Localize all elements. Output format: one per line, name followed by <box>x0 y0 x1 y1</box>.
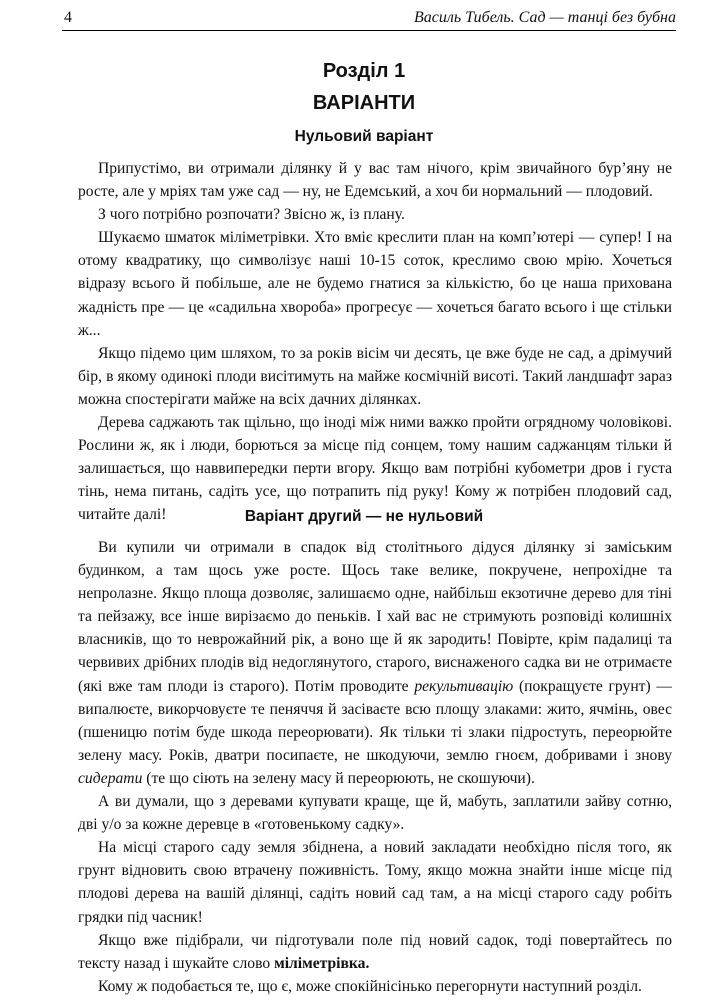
paragraph: Кому ж подобається те, що є, може спокійнісінько перегорнути наступний розділ. <box>98 977 642 995</box>
paragraph <box>78 536 672 790</box>
section-heading-zero-variant: Нульовий варіант <box>294 128 434 145</box>
section-heading-second-variant: Варіант другий — не нульовий <box>244 508 484 525</box>
paragraph: Припустімо, ви отримали ділянку й у вас там нічого, крім звичайного бур’яну не росте, але у мріях там уже сад — ну, не Едемський, а хоч би нормальний — плодовий. <box>78 160 672 201</box>
page-number: 4 <box>64 9 72 26</box>
chapter-title: ВАРІАНТИ <box>312 92 416 114</box>
keyword-millimeter-paper: міліметрівка. <box>274 954 370 972</box>
term-recultivation: рекультивацію <box>414 677 514 695</box>
paragraph-text: Якщо вже підібрали, чи підготували поле під новий садок, тоді повертайтесь по тексту назад і шукайте слово <box>78 931 672 972</box>
chapter-number: Розділ 1 <box>322 60 406 82</box>
paragraph: Якщо підемо цим шляхом, то за років вісім чи десять, це вже буде не сад, а дрімучий бір, в якому одинокі плоди висітимуть на майже космічній висоті. Такий ландшафт зараз можна спостерігати майже на всіх дачних ділянках. <box>78 344 672 408</box>
paragraph-text: (покращуєте грунт) — випалюєте, викорчовуєте те пеняччя й засіваєте всю площу злаками: жито, ячмінь, овес (пшеницю потім буде шкода переорювати). Як тільки ті злаки підростуть, переорюйте зелену масу. Років, дватри посипаєте, не шкодуючи, землю гноєм, добривами і знову <box>78 677 672 764</box>
running-header <box>62 4 676 31</box>
paragraph <box>78 929 672 975</box>
paragraph-text: Ви купили чи отримали в спадок від столітнього дідуся ділянку зі заміським будинком, а там щось уже росте. Щось таке велике, покручене, непрохідне та непролазне. Якщо площа дозволяє, залишаємо одне, найбільш екзотичне дерево для тіні та пейзажу, все інше вирізаємо до пеньків. І хай вас не стримують розповіді колишніх власників, що то неврожайний рік, а воно ще й як зародить! Повірте, крім падалиці та червивих дрібних плодів від недоглянутого, старого, виснаженого садка ви не отримаєте (які вже там плоди із старого). Потім проводите <box>78 539 672 695</box>
paragraph: Дерева саджають так щільно, що іноді між ними важко пройти огрядному чоловікові. Рослини ж, як і люди, борються за місце під сонцем, тому нашим саджанцям тільки й залишається, що наввипередки перти вгору. Якщо вам потрібні кубометри дров і густа тінь, нема питань, садіть усе, що потрапить під руку! Кому ж потрібен плодовий сад, читайте далі! <box>78 414 672 524</box>
running-title: Василь Тибель. Сад — танці без бубна <box>414 9 676 26</box>
term-siderates: сидерати <box>78 769 143 787</box>
section-second-variant-body <box>78 536 672 998</box>
paragraph: А ви думали, що з деревами купувати краще, ще й, мабуть, заплатили зайву сотню, дві у/о за кожне деревце в «готовенькому садку». <box>78 793 672 834</box>
paragraph: Шукаємо шматок міліметрівки. Хто вміє креслити план на комп’ютері — супер! І на отому квадратику, що символізує наші 10-15 соток, креслимо свою мрію. Хочеться відразу всього й побільше, але не будемо гнатися за кількістю, бо це наша прихована жадність пре — це «садильна хвороба» прогресує — хочеться багато всього і ще стільки ж... <box>78 229 672 339</box>
paragraph: На місці старого саду земля збіднена, а новий закладати необхідно після того, як грунт відновить свою втрачену поживність. Тому, якщо можна знайти інше місце під плодові дерева на вашій ділянці, садіть новий сад там, а на місці старого саду робіть грядки під часник! <box>78 839 672 926</box>
section-zero-variant-body <box>78 157 672 527</box>
paragraph: З чого потрібно розпочати? Звісно ж, із плану. <box>98 206 405 224</box>
paragraph-text: (те що сіють на зелену масу й переорюють, не скошуючи). <box>146 769 535 787</box>
